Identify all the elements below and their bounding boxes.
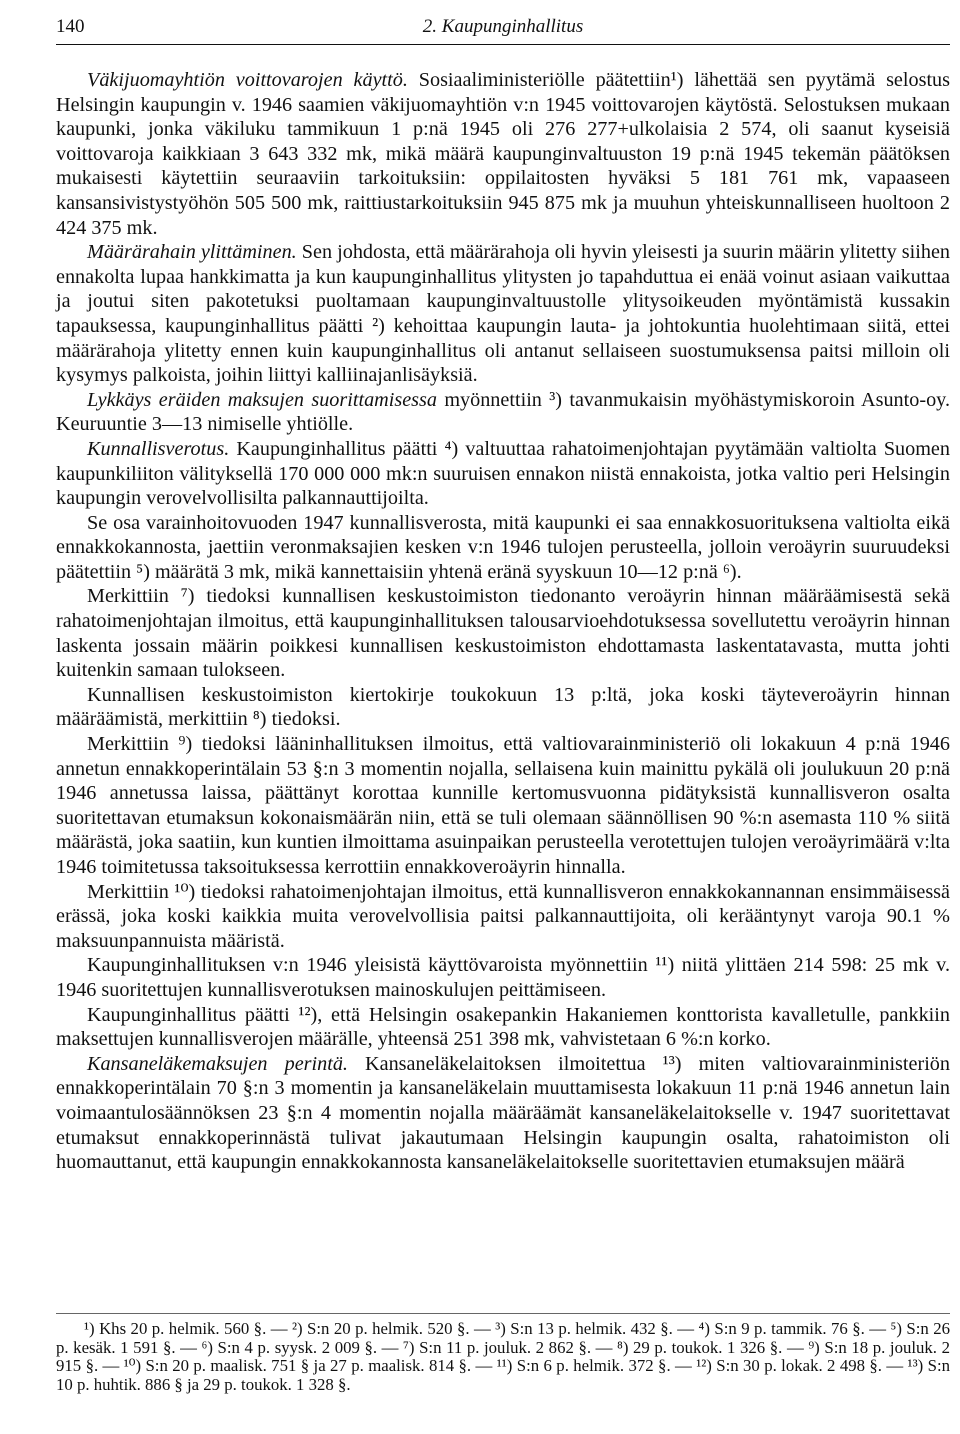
paragraph <box>56 511 950 585</box>
paragraph-heading: Määrärahain ylittäminen. <box>87 241 297 264</box>
paragraph <box>56 388 950 437</box>
paragraph-text: Merkittiin ¹⁰) tiedoksi rahatoimenjohtajan ilmoitus, että kunnallisveron ennakkokannannan ensimmäisessä erässä, joka koski kaikkia muita verovelvollisia paitsi palkannauttijoita, oli kerääntynyt varoja 90.1 % maksuunpannuista määristä. <box>56 880 950 952</box>
footnote-rule <box>56 1313 950 1314</box>
paragraph <box>56 584 950 682</box>
paragraph <box>56 1003 950 1052</box>
running-head: 2. Kaupunginhallitus <box>422 16 584 37</box>
paragraph-text: Kunnallisen keskustoimiston kiertokirje toukokuun 13 p:ltä, joka koski täyteveroäyrin hinnan määräämistä, merkittiin ⁸) tiedoksi. <box>56 683 950 731</box>
paragraph <box>56 732 950 880</box>
paragraph-text: Kaupunginhallitus päätti ⁴) valtuuttaa rahatoimenjohtajan pyytämään valtiolta Suomen kaupunkiliiton välityksellä 170 000 000 mk:n suuruisen ennakon niistä ennakoista, jotka valtio peri Helsingin kaupungin verovelvollisilta palkannauttijoilta. <box>56 437 950 510</box>
paragraph-text: Sosiaaliministeriölle päätettiin¹) lähettää sen pyytämä selostus Helsingin kaupungin v. 1946 saamien väkijuomayhtiön v:n 1945 voittovarojen käytöstä. Selostuksen mukaan kaupunki, jonka väkiluku tammikuun 1 p:nä 1945 oli 276 277+ulkolaisia 2 574, oli saanut kyseisiä voittovaroja kaikkiaan 3 643 332 mk, mikä määrä kaupunginvaltuuston 19 p:nä 1945 tekemän päätöksen mukaisesti käytettiin seuraaviin tarkoituksiin: oppilaitosten hyväksi 5 181 761 mk, vapaaseen kansansivistystyöhön 505 500 mk, raittiustarkoituksiin 945 875 mk ja muuhun yhteiskunnalliseen huoltoon 2 424 375 mk. <box>56 69 950 239</box>
paragraph-text: Kansaneläkelaitoksen ilmoitettua ¹³) miten valtiovarainministeriön ennakkoperintälain 70 §:n 3 momentin ja kansaneläkelain muuttamisesta lokakuun 11 p:nä 1946 annetun lain voimaantulosäännöksen 23 §:n 4 momentin nojalla määräämät kansaneläkelaitokselle v. 1947 suoritettavat etumaksut ennakkoperinnästä tulivat jakautumaan Helsingin kaupungin osalta, rahatoimiston oli huomauttanut, että kaupungin ennakkokannosta kansaneläkelaitokselle suoritettavien etumaksujen määrä <box>56 1052 950 1174</box>
paragraph-text: Kaupunginhallituksen v:n 1946 yleisistä käyttövaroista myönnettiin ¹¹) niitä ylittäen 214 598: 25 mk v. 1946 suoritettujen kunnallisverotuksen mainoskulujen peittämiseen. <box>56 954 950 1001</box>
paragraph <box>56 880 950 954</box>
paragraph-text: Sen johdosta, että määrärahoja oli hyvin yleisesti ja suurin määrin ylitetty siihen ennakolta lupaa hankkimatta ja kun kaupunginhallitus ylitysten jo tapahduttua ei enää voinut asiaan vaikuttaa ja joutui siten pakotetuksi puoltamaan kaupunginvaltuustolle ylitysoikeuden myöntämistä kussakin tapauksessa, kaupunginhallitus päätti ²) kehoittaa kaupungin lauta- ja johtokuntia huolehtimaan siitä, ettei määrärahoja ylitetty ennen kuin kaupunginhallitus oli antanut sellaiseen suostumuksensa paitsi milloin oli kysymys palkoista, joihin liittyi kalliinajanlisäyksiä. <box>56 241 951 387</box>
paragraph-heading: Kansaneläkemaksujen perintä. <box>87 1052 348 1075</box>
paragraph-text: Kaupunginhallitus päätti ¹²), että Helsingin osakepankin Hakaniemen konttorista kavalletulle, pankkiin maksettujen kunnallisverojen määrälle, yhteensä 251 398 mk, vahvistetaan 6 %:n korko. <box>56 1003 950 1051</box>
paragraph-text: Merkittiin ⁷) tiedoksi kunnallisen keskustoimiston tiedonanto veroäyrin hinnan määräämisestä sekä rahatoimenjohtajan ilmoitus, että kaupunginhallituksen talousarvioehdotuksessa sovellutettu veroäyrin hinnan laskenta jossain määrin poikkesi kunnallisen keskustoimiston ehdottamasta laskentatavasta, mutta johti kuitenkin samaan tulokseen. <box>56 585 950 682</box>
paragraph <box>56 240 950 388</box>
footnotes <box>56 1320 950 1394</box>
paragraph <box>56 1052 950 1175</box>
paragraph-heading: Väkijuomayhtiön voittovarojen käyttö. <box>87 69 408 91</box>
header-rule <box>56 44 950 45</box>
paragraph-text: Se osa varainhoitovuoden 1947 kunnallisverosta, mitä kaupunki ei saa ennakkosuorituksena valtiolta eikä ennakkokannosta, jaettiin veronmaksajien kesken v:n 1946 tulojen perusteella, jolloin veroäyrin suuruudeksi päätettiin ⁵) määrätä 3 mk, mikä kannettaisiin yhtenä eränä syyskuun 10—12 p:nä ⁶). <box>56 511 950 583</box>
paragraph <box>56 68 950 240</box>
paragraph-text: Merkittiin ⁹) tiedoksi lääninhallituksen ilmoitus, että valtiovarainministeriö oli lokakuun 4 p:nä 1946 annetun ennakkoperintälain 53 §:n 3 momentin nojalla, sellaisena kuin mainittu pykälä oli joulukuun 20 p:nä 1946 annetussa laissa, päättänyt korottaa kunnille kertomusvuonna pidätyksistä kunnallisveron osalta suoritettavan etumaksun kokonaismäärän niin, että se tuli olemaan säännöllisen 90 %:n asemasta 110 % siitä määrästä, joka saatiin, kun kuntien ilmoittama asuinpaikan perusteella verotettujen tulojen veroäyrimäärä v:lta 1946 toimitetussa taksoituksessa kerrottiin ennakkoveroäyrin hinnalla. <box>56 733 950 878</box>
page-number: 140 <box>56 16 85 37</box>
paragraph <box>56 683 950 732</box>
page-header <box>56 14 950 46</box>
paragraph-heading: Kunnallisverotus. <box>87 437 230 460</box>
paragraph <box>56 953 950 1002</box>
main-text <box>56 68 950 1175</box>
footnote-text: ¹) Khs 20 p. helmik. 560 §. — ²) S:n 20 p. helmik. 520 §. — ³) S:n 13 p. helmik. 432 §. — ⁴) S:n 9 p. tammik. 76 §. — ⁵) S:n 26 p. kesäk. 1 591 §. — ⁶) S:n 4 p. syysk. 2 009 §. — ⁷) S:n 11 p. jouluk. 2 862 §. — ⁸) 29 p. toukok. 1 326 §. — ⁹) S:n 18 p. jouluk. 2 915 §. — ¹⁰) S:n 20 p. maalisk. 751 § ja 27 p. maalisk. 814 §. — ¹¹) S:n 6 p. helmik. 372 §. — ¹²) S:n 30 p. lokak. 2 498 §. — ¹³) S:n 10 p. huhtik. 886 § ja 29 p. toukok. 1 328 §. <box>56 1319 950 1394</box>
paragraph-text: myönnettiin ³) tavanmukaisin myöhästymiskoroin Asunto-oy. Keuruuntie 3—13 nimiselle yhtiölle. <box>56 388 950 436</box>
paragraph-heading: Lykkäys eräiden maksujen suorittamisessa <box>87 388 437 411</box>
paragraph <box>56 437 950 511</box>
